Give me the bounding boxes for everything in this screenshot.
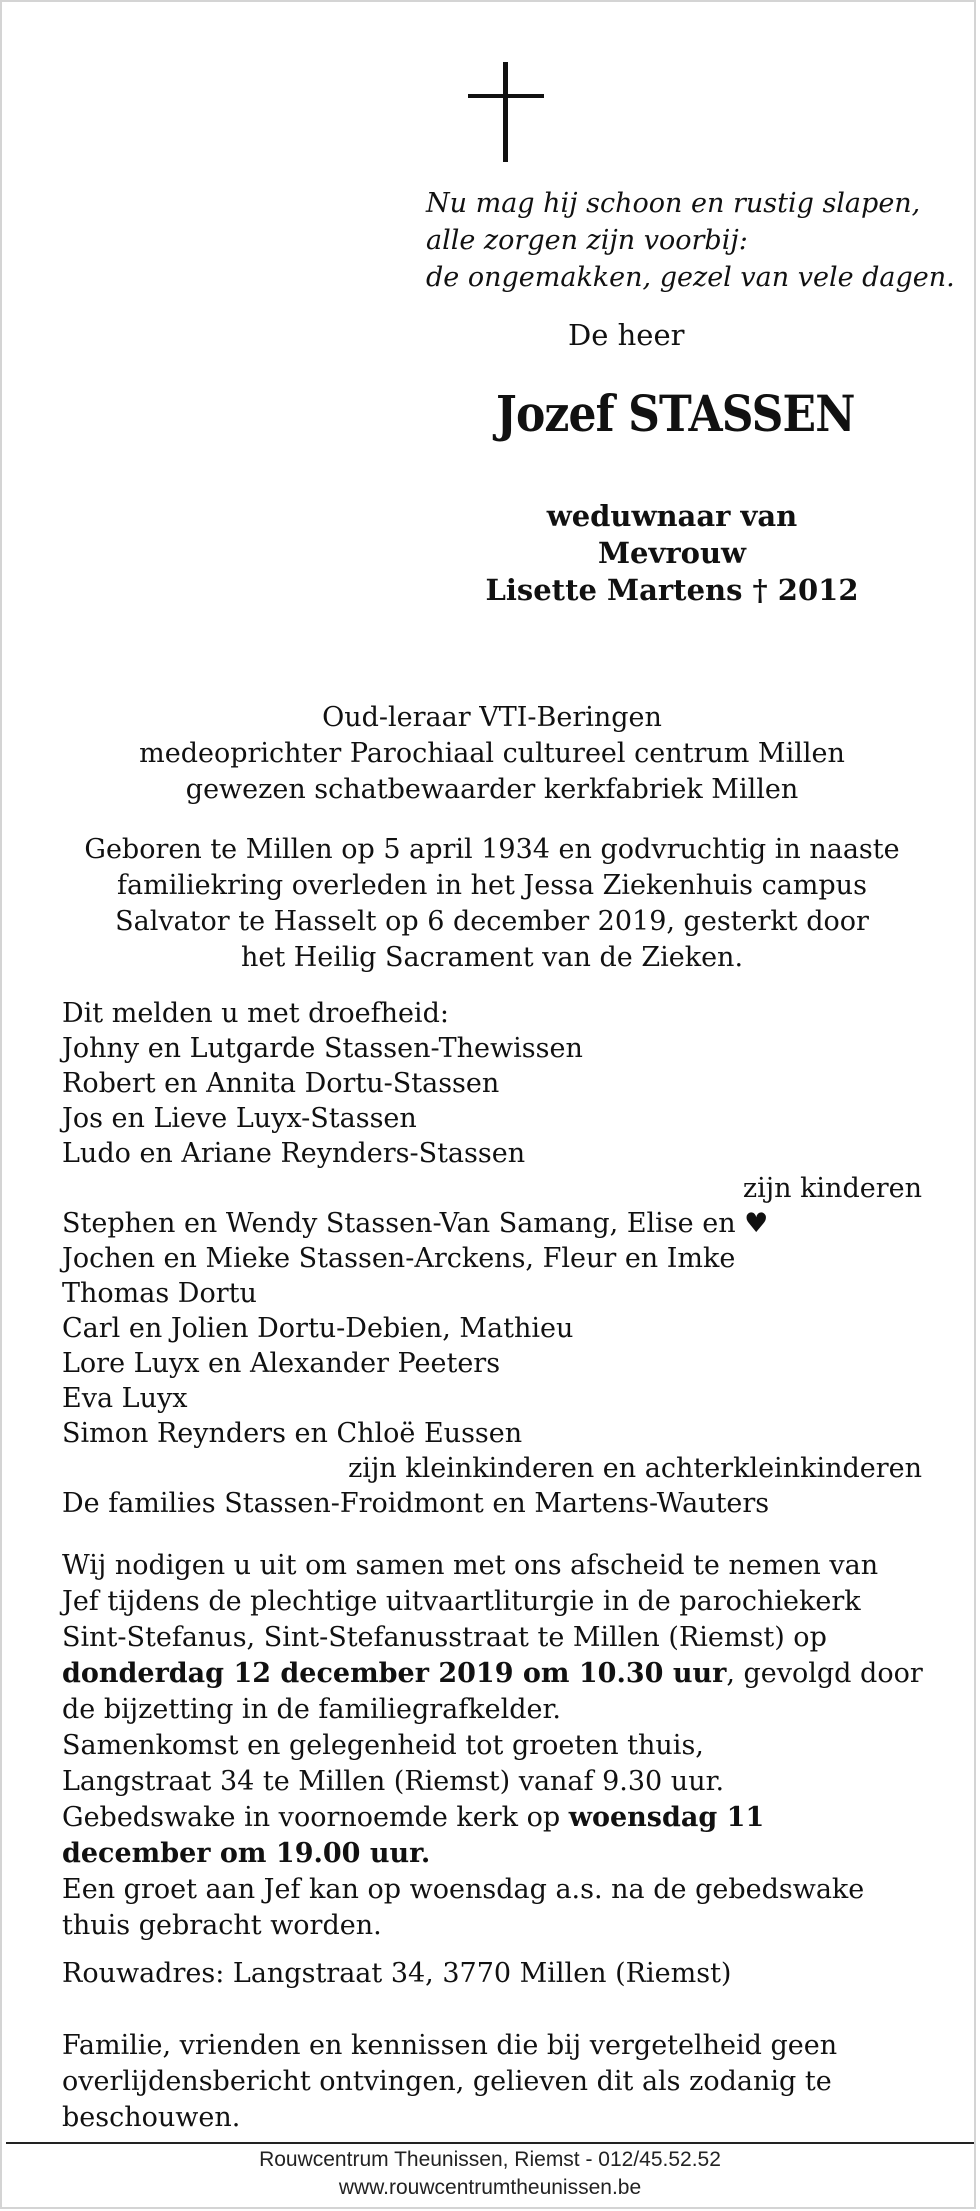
children-label: zijn kinderen xyxy=(742,1173,922,1204)
child-entry: Robert en Annita Dortu-Stassen xyxy=(62,1068,500,1099)
funeral-date: donderdag 12 december 2019 om 10.30 uur xyxy=(62,1658,727,1689)
invite-line xyxy=(62,1836,922,1872)
families-entry: De families Stassen-Froidmont en Martens-Wauters xyxy=(62,1488,770,1519)
invite-line: Samenkomst en gelegenheid tot groeten thuis, xyxy=(62,1730,704,1761)
notice-text xyxy=(62,2028,922,2136)
notice-line: overlijdensbericht ontvingen, gelieven dit als zodanig te xyxy=(62,2066,832,2097)
grandchild-entry: Thomas Dortu xyxy=(62,1278,257,1309)
widower-line: Lisette Martens † 2012 xyxy=(485,573,859,607)
poem-line: alle zorgen zijn voorbij: xyxy=(426,225,748,256)
deceased-name: Jozef STASSEN xyxy=(496,384,855,443)
footer-divider xyxy=(6,2142,974,2144)
details-line: familiekring overleden in het Jessa Ziekenhuis campus xyxy=(117,870,867,901)
mourning-address: Rouwadres: Langstraat 34, 3770 Millen (Riemst) xyxy=(62,1958,732,1989)
invite-line: donderdag 12 december 2019 om 10.30 uur, gevolgd door xyxy=(62,1658,923,1689)
grandchild-entry: Eva Luyx xyxy=(62,1383,188,1414)
role-line: gewezen schatbewaarder kerkfabriek Millen xyxy=(185,774,799,805)
poem-line: de ongemakken, gezel van vele dagen. xyxy=(426,262,955,293)
poem-line: Nu mag hij schoon en rustig slapen, xyxy=(426,188,921,219)
family-list xyxy=(62,996,922,1521)
grandchild-entry: Lore Luyx en Alexander Peeters xyxy=(62,1348,501,1379)
invite-line: de bijzetting in de familiegrafkelder. xyxy=(62,1694,561,1725)
invite-line: Gebedswake in voornoemde kerk op woensdag 11 xyxy=(62,1802,765,1833)
widower-line: Mevrouw xyxy=(597,536,747,570)
details-line: Geboren te Millen op 5 april 1934 en godvruchtig in naaste xyxy=(84,834,900,865)
invite-line: Sint-Stefanus, Sint-Stefanusstraat te Millen (Riemst) op xyxy=(62,1622,827,1653)
birth-death-details xyxy=(42,832,942,976)
vigil-time: december om 19.00 uur. xyxy=(62,1838,431,1869)
cross-icon xyxy=(468,62,544,162)
role-line: medeoprichter Parochiaal cultureel centrum Millen xyxy=(139,738,845,769)
child-entry: Jos en Lieve Luyx-Stassen xyxy=(62,1103,417,1134)
grandchild-entry: Carl en Jolien Dortu-Debien, Mathieu xyxy=(62,1313,574,1344)
details-line: het Heilig Sacrament van de Zieken. xyxy=(240,942,744,973)
salutation: De heer xyxy=(568,318,685,352)
child-entry: Johny en Lutgarde Stassen-Thewissen xyxy=(62,1033,583,1064)
grandchild-entry: Simon Reynders en Chloë Eussen xyxy=(62,1418,523,1449)
funeral-invitation xyxy=(62,1548,922,1944)
grandchildren-label: zijn kleinkinderen en achterkleinkinderen xyxy=(348,1453,922,1484)
invite-line: Langstraat 34 te Millen (Riemst) vanaf 9.30 uur. xyxy=(62,1766,725,1797)
invite-line: thuis gebracht worden. xyxy=(62,1910,382,1941)
invite-line: Wij nodigen u uit om samen met ons afscheid te nemen van xyxy=(62,1550,879,1581)
child-entry: Ludo en Ariane Reynders-Stassen xyxy=(62,1138,526,1169)
funeral-home-website[interactable]: www.rouwcentrumtheunissen.be xyxy=(338,2176,642,2199)
roles xyxy=(42,700,942,808)
funeral-home: Rouwcentrum Theunissen, Riemst - 012/45.52.52 xyxy=(259,2148,721,2171)
grandchild-entry: Stephen en Wendy Stassen-Van Samang, Elise en ♥ xyxy=(62,1208,769,1239)
widower-of xyxy=(472,498,872,609)
notice-line: beschouwen. xyxy=(62,2102,241,2133)
role-line: Oud-leraar VTI-Beringen xyxy=(322,702,662,733)
poem xyxy=(426,185,955,296)
grandchild-entry: Jochen en Mieke Stassen-Arckens, Fleur en Imke xyxy=(62,1243,736,1274)
vigil-date: woensdag 11 xyxy=(568,1802,765,1833)
notice-line: Familie, vrienden en kennissen die bij vergetelheid geen xyxy=(62,2030,838,2061)
widower-line: weduwnaar van xyxy=(546,499,798,533)
invite-line: Jef tijdens de plechtige uitvaartliturgie in de parochiekerk xyxy=(62,1586,861,1617)
announce-intro: Dit melden u met droefheid: xyxy=(62,998,449,1029)
details-line: Salvator te Hasselt op 6 december 2019, gesterkt door xyxy=(115,906,869,937)
invite-line: Een groet aan Jef kan op woensdag a.s. na de gebedswake xyxy=(62,1874,865,1905)
